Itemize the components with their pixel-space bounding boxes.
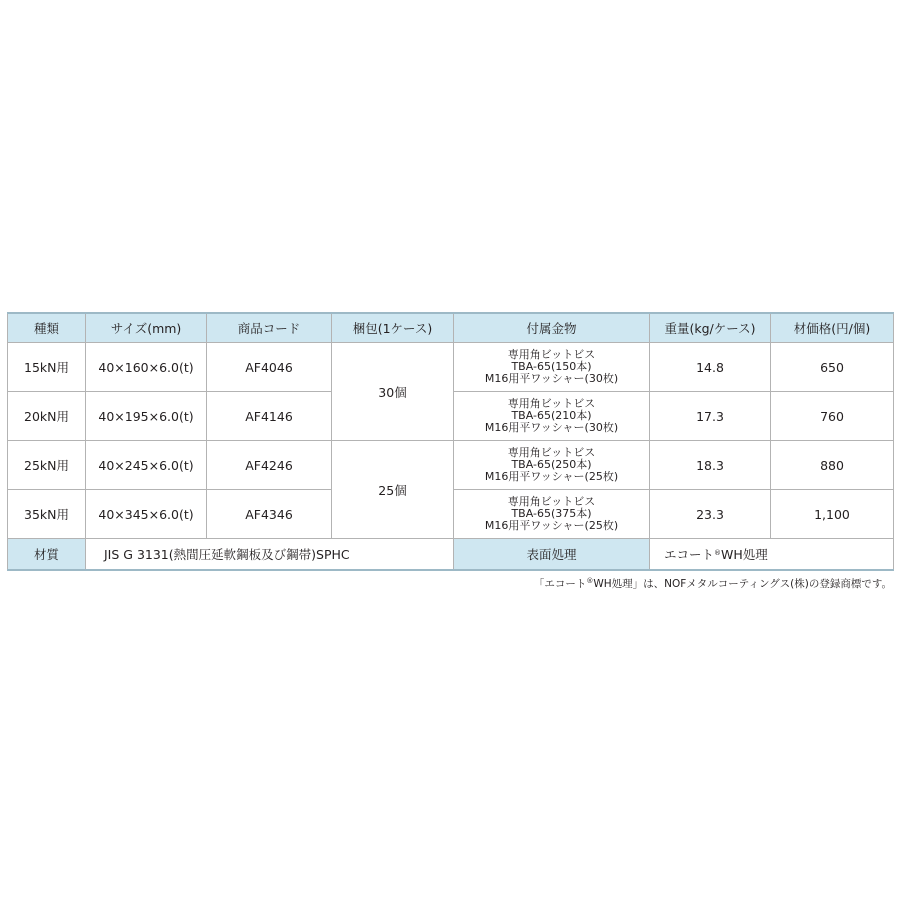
weight-cell: 17.3: [650, 392, 771, 441]
accessory-line: 専用角ビットビス: [507, 397, 596, 410]
size-cell: 40×245×6.0(t): [86, 441, 207, 490]
packing-cell: 25個: [332, 441, 454, 539]
header-price: 材価格(円/個): [771, 313, 894, 343]
accessory-line: M16用平ワッシャー(30枚): [484, 372, 619, 385]
surface-value-suffix: WH処理: [721, 547, 768, 562]
type-cell: 25kN用: [8, 441, 86, 490]
size-cell: 40×160×6.0(t): [86, 343, 207, 392]
accessory-line: 専用角ビットビス: [507, 495, 596, 508]
accessory-line: TBA-65(210本): [511, 409, 592, 422]
accessory-line: 専用角ビットビス: [507, 348, 596, 361]
code-cell: AF4246: [207, 441, 332, 490]
accessories-cell: [454, 392, 650, 441]
type-cell: 35kN用: [8, 490, 86, 539]
accessory-line: TBA-65(150本): [511, 360, 592, 373]
registered-mark: ®: [714, 549, 722, 557]
price-cell: 1,100: [771, 490, 894, 539]
surface-label: 表面処理: [454, 539, 650, 571]
table-row: [8, 343, 894, 392]
header-packing: 梱包(1ケース): [332, 313, 454, 343]
table-row: [8, 441, 894, 490]
type-cell: 15kN用: [8, 343, 86, 392]
accessories-cell: [454, 441, 650, 490]
note-text-suffix: WH処理」は、NOFメタルコーティングス(株)の登録商標です。: [593, 578, 892, 590]
material-value: JIS G 3131(熱間圧延軟鋼板及び鋼帯)SPHC: [86, 539, 454, 571]
packing-cell: 30個: [332, 343, 454, 441]
accessory-line: 専用角ビットビス: [507, 446, 596, 459]
header-size: サイズ(mm): [86, 313, 207, 343]
price-cell: 880: [771, 441, 894, 490]
size-cell: 40×195×6.0(t): [86, 392, 207, 441]
code-cell: AF4046: [207, 343, 332, 392]
accessory-line: M16用平ワッシャー(25枚): [484, 519, 619, 532]
header-accessories: 付属金物: [454, 313, 650, 343]
header-type: 種類: [8, 313, 86, 343]
weight-cell: 23.3: [650, 490, 771, 539]
registered-mark: ®: [586, 577, 594, 585]
header-row: [8, 313, 894, 343]
header-code: 商品コード: [207, 313, 332, 343]
spec-table: [7, 312, 894, 571]
weight-cell: 18.3: [650, 441, 771, 490]
header-weight: 重量(kg/ケース): [650, 313, 771, 343]
accessory-line: TBA-65(250本): [511, 458, 592, 471]
accessory-line: M16用平ワッシャー(30枚): [484, 421, 619, 434]
accessory-line: M16用平ワッシャー(25枚): [484, 470, 619, 483]
note-text: 「エコート: [533, 578, 587, 590]
code-cell: AF4346: [207, 490, 332, 539]
price-cell: 650: [771, 343, 894, 392]
accessories-cell: [454, 343, 650, 392]
price-cell: 760: [771, 392, 894, 441]
surface-value: [650, 539, 894, 571]
weight-cell: 14.8: [650, 343, 771, 392]
size-cell: 40×345×6.0(t): [86, 490, 207, 539]
accessory-line: TBA-65(375本): [511, 507, 592, 520]
surface-value-text: エコート: [664, 547, 715, 562]
trademark-note: [534, 576, 892, 591]
code-cell: AF4146: [207, 392, 332, 441]
material-label: 材質: [8, 539, 86, 571]
accessories-cell: [454, 490, 650, 539]
type-cell: 20kN用: [8, 392, 86, 441]
footer-row: [8, 539, 894, 571]
